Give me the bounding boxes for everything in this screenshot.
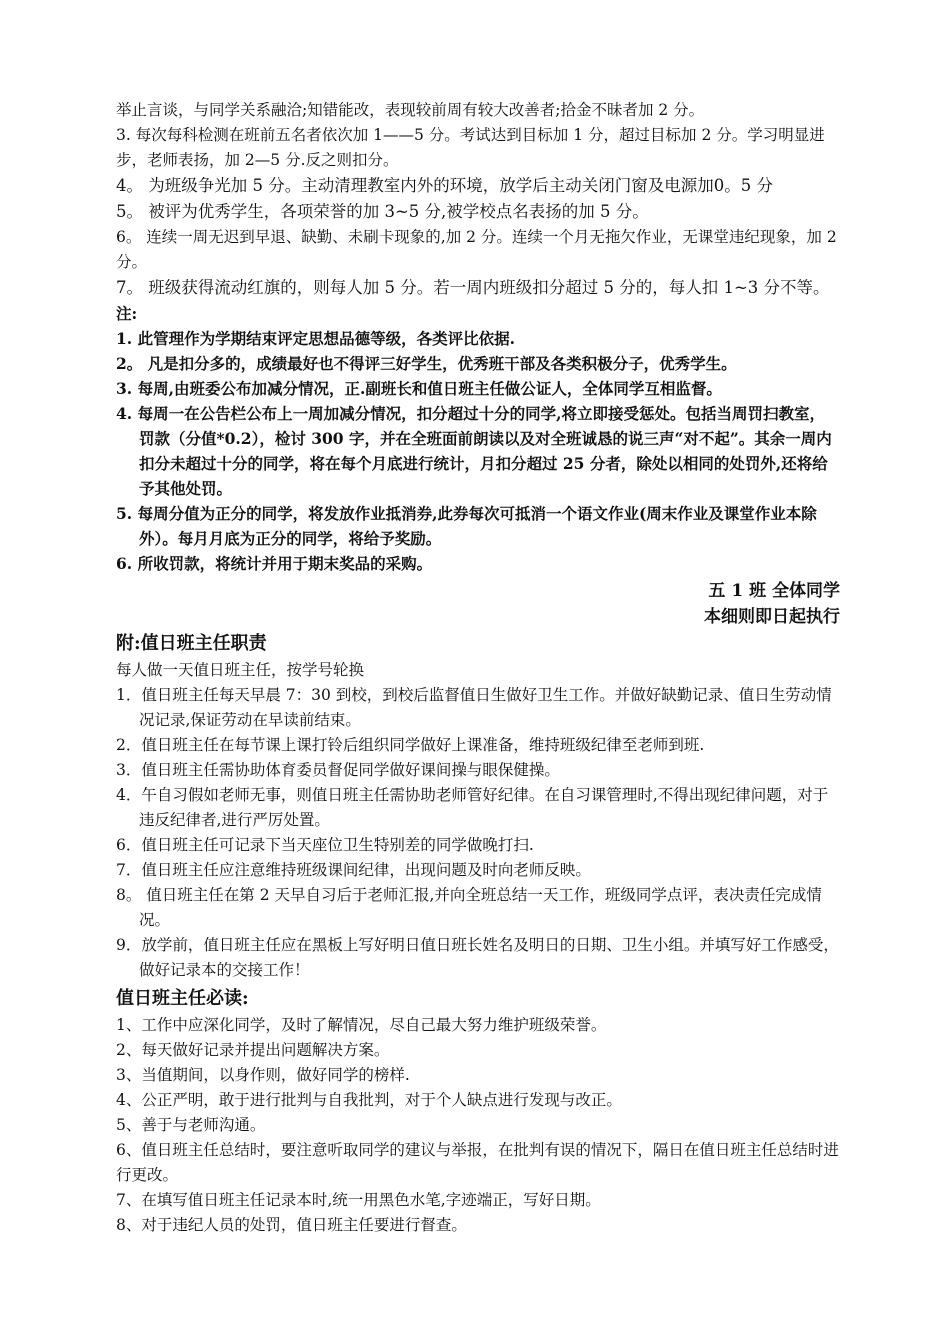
rule-line: 6。 连续一周无迟到早退、缺勤、未刷卡现象的,加 2 分。连续一个月无拖欠作业，无课堂违纪现象，加 2 分。 bbox=[116, 228, 837, 271]
must-read-item: 2、每天做好记录并提出问题解决方案。 bbox=[116, 1041, 390, 1059]
duty-item: 6．值日班主任可记录下当天座位卫生特别差的同学做晚打扫. bbox=[116, 836, 534, 854]
duty-item: 7．值日班主任应注意维持班级课间纪律，出现问题及时向老师反映。 bbox=[116, 861, 591, 879]
appendix-section bbox=[116, 630, 840, 983]
duty-item: 8。 值日班主任在第 2 天早自习后于老师汇报,并向全班总结一天工作，班级同学点评，表决责任完成情况。 bbox=[116, 886, 822, 929]
must-read-section bbox=[116, 985, 840, 1238]
signature-line: 本细则即日起执行 bbox=[704, 607, 840, 627]
duty-item: 2．值日班主任在每节课上课打铃后组织同学做好上课准备，维持班级纪律至老师到班. bbox=[116, 736, 705, 754]
notes-title: 注: bbox=[116, 304, 138, 323]
must-read-title: 值日班主任必读: bbox=[116, 988, 249, 1009]
signature-block bbox=[116, 578, 840, 630]
note-item: 3. 每周,由班委公布加减分情况，正.副班长和值日班主任做公证人，全体同学互相监督。 bbox=[116, 379, 722, 398]
must-read-item: 8、对于违纪人员的处罚，值日班主任要进行督查。 bbox=[116, 1216, 467, 1234]
scoring-rules bbox=[116, 98, 840, 301]
appendix-title: 附:值日班主任职责 bbox=[116, 633, 267, 654]
rule-line: 3. 每次每科检测在班前五名者依次加 1——5 分。考试达到目标加 1 分，超过目标加 2 分。学习明显进步，老师表扬，加 2—5 分.反之则扣分。 bbox=[116, 126, 825, 169]
note-item: 1. 此管理作为学期结束评定思想品德等级，各类评比依据. bbox=[116, 329, 515, 348]
duty-item: 3．值日班主任需协助体育委员督促同学做好课间操与眼保健操。 bbox=[116, 761, 560, 779]
must-read-item: 7、在填写值日班主任记录本时,统一用黑色水笔,字迹端正，写好日期。 bbox=[116, 1191, 601, 1209]
duty-item: 9．放学前，值日班主任应在黑板上写好明日值日班长姓名及明日的日期、卫生小组。并填写好工作感受，做好记录本的交接工作！ bbox=[116, 936, 839, 979]
rule-line: 7。 班级获得流动红旗的，则每人加 5 分。若一周内班级扣分超过 5 分的，每人扣 1~3 分不等。 bbox=[116, 278, 830, 297]
must-read-item: 6、值日班主任总结时，要注意听取同学的建议与举报，在批判有误的情况下，隔日在值日班主任总结时进行更改。 bbox=[116, 1141, 839, 1184]
rule-line: 4。 为班级争光加 5 分。主动清理教室内外的环境，放学后主动关闭门窗及电源加0。5 分 bbox=[116, 176, 773, 195]
must-read-item: 5、善于与老师沟通。 bbox=[116, 1116, 266, 1134]
notes-section bbox=[116, 301, 840, 576]
rule-line: 5。 被评为优秀学生，各项荣誉的加 3~5 分,被学校点名表扬的加 5 分。 bbox=[116, 202, 649, 221]
note-item: 2。 凡是扣分多的，成绩最好也不得评三好学生，优秀班干部及各类积极分子，优秀学生。 bbox=[116, 354, 737, 373]
duty-item: 4．午自习假如老师无事，则值日班主任需协助老师管好纪律。在自习课管理时,不得出现纪律问题，对于违反纪律者,进行严厉处置。 bbox=[116, 786, 829, 829]
rule-line: 举止言谈，与同学关系融洽;知错能改，表现较前周有较大改善者;拾金不昧者加 2 分。 bbox=[116, 101, 705, 119]
must-read-item: 3、当值期间，以身作则，做好同学的榜样. bbox=[116, 1066, 410, 1084]
note-item: 4. 每周一在公告栏公布上一周加减分情况，扣分超过十分的同学,将立即接受惩处。包括当周罚扫教室，罚款（分值*0.2），检讨 300 字，并在全班面前朗读以及对全班诚恳的说三声“对不起”。其余一周内扣分未超过十分的同学，将在每个月底进行统计，月扣分超过 25 分者，除处以相同的处罚外,还将给予其他处罚。 bbox=[116, 404, 832, 498]
duty-item: 1．值日班主任每天早晨 7：30 到校，到校后监督值日生做好卫生工作。并做好缺勤记录、值日生劳动情况记录,保证劳动在早读前结束。 bbox=[116, 686, 832, 729]
must-read-item: 1、工作中应深化同学，及时了解情况，尽自己最大努力维护班级荣誉。 bbox=[116, 1016, 607, 1034]
must-read-item: 4、公正严明，敢于进行批判与自我批判，对于个人缺点进行发现与改正。 bbox=[116, 1091, 622, 1109]
signature-line: 五 1 班 全体同学 bbox=[708, 581, 840, 601]
note-item: 5. 每周分值为正分的同学，将发放作业抵消券,此券每次可抵消一个语文作业(周末作业及课堂作业本除外）。每月月底为正分的同学，将给予奖励。 bbox=[116, 504, 817, 548]
note-item: 6. 所收罚款，将统计并用于期末奖品的采购。 bbox=[116, 554, 433, 573]
appendix-intro: 每人做一天值日班主任，按学号轮换 bbox=[116, 661, 365, 679]
